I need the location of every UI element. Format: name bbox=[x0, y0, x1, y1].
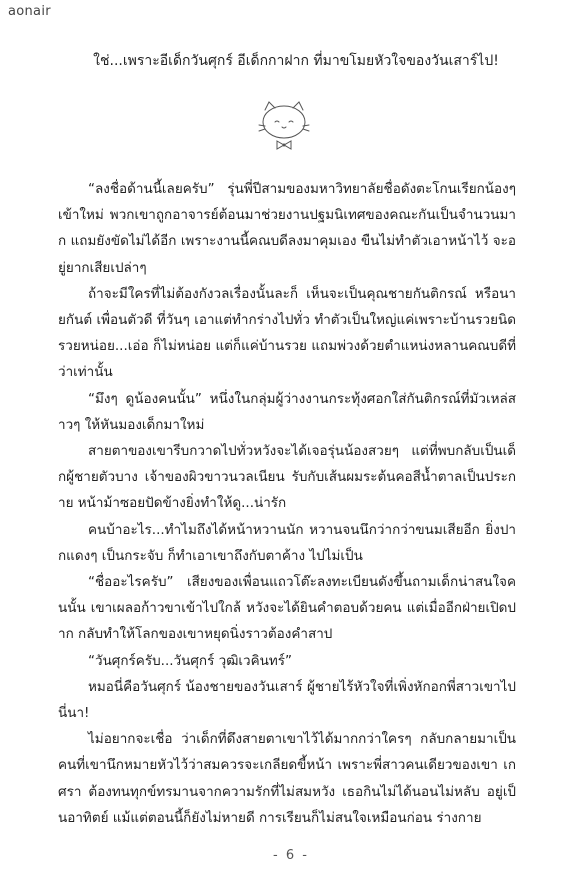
paragraph: ไม่อยากจะเชื่อ ว่าเด็กที่ดึงสายตาเขาไว้ได้มากกว่าใครๆ กลับกลายมาเป็นคนที่เขานึกหมายหัวไว้ว่าสมควรจะเกลียดขี้หน้า เพราะพี่สาวคนเดียวของเขา เกศรา ต้องทนทุกข์ทรมานจากความรักที่ไม่สมหวัง เธอกินไม่ได้นอนไม่หลับ อยู่เป็นอาทิตย์ แม้แต่ตอนนี้ก็ยังไม่หายดี การเรียนก็ไม่สนใจเหมือนก่อน ร่างกาย bbox=[58, 731, 516, 826]
cat-face-ornament bbox=[256, 100, 312, 150]
paragraph: สายตาของเขารีบกวาดไปทั่วหวังจะได้เจอรุ่นน้องสวยๆ แต่ที่พบกลับเป็นเด็กผู้ชายตัวบาง เจ้าของผิวขาวนวลเนียน รับกับเส้นผมระต้นคอสีน้ำตาลเป็นประกาย หน้าม้าซอยปัดข้างยิ่งทำให้ดู...น่ารัก bbox=[58, 443, 516, 512]
paragraph: “มึงๆ ดูน้องคนนั้น” หนึ่งในกลุ่มผู้ว่างงานกระทุ้งศอกใส่กันติกรณ์ที่มัวเหล่สาวๆ ให้หันมองเด็กมาใหม่ bbox=[58, 390, 516, 433]
paragraph: “ลงชื่อด้านนี้เลยครับ” รุ่นพี่ปีสามของมหาวิทยาลัยชื่อดังตะโกนเรียกน้องๆ เข้าใหม่ พวกเขาถูกอาจารย์ต้อนมาช่วยงานปฐมนิเทศของคณะกันเป็นจำนวนมาก แถมยังขัดไม่ได้อีก เพราะงานนี้คณบดีลงมาคุมเอง ขืนไม่ทำตัวเอาหน้าไว้ จะอยู่ยากเสียเปล่าๆ bbox=[58, 181, 516, 276]
page-number: - 6 - bbox=[273, 848, 309, 863]
story-body bbox=[58, 176, 516, 831]
paragraph: ถ้าจะมีใครที่ไม่ต้องกังวลเรื่องนั้นละก็ เห็นจะเป็นคุณชายกันติกรณ์ หรือนายกันต์ เพื่อนตัวดี ที่วันๆ เอาแต่ทำกร่างไปทั่ว ทำตัวเป็นใหญ่แค่เพราะบ้านรวยนิดรวยหน่อย...เอ่อ ก็ไม่หน่อย แต่ก็แค่บ้านรวย แถมพ่วงด้วยตำแหน่งหลานคณบดีที่ว่าเท่านั้น bbox=[58, 285, 516, 381]
paragraph: “วันศุกร์ครับ...วันศุกร์ วุฒิเวคินทร์” bbox=[88, 652, 292, 669]
paragraph: คนบ้าอะไร...ทำไมถึงได้หน้าหวานนัก หวานจนนึกว่ากว่าขนมเสียอีก ยิ่งปากแดงๆ เป็นกระจับ ก็ทำเอาเขาถึงกับตาค้าง ไปไม่เป็น bbox=[58, 521, 516, 564]
paragraph: “ชื่ออะไรครับ” เสียงของเพื่อนแถวโต๊ะลงทะเบียนดังขึ้นถามเด็กน่าสนใจคนนั้น เขาเผลอก้าวขาเข้าไปใกล้ หวังจะได้ยินคำตอบด้วยคน แต่เมื่ออีกฝ่ายเปิดปาก กลับทำให้โลกของเขาหยุดนิ่งราวต้องคำสาป bbox=[58, 574, 516, 643]
brand-logo: aonair bbox=[8, 4, 51, 19]
paragraph: หมอนี่คือวันศุกร์ น้องชายของวันเสาร์ ผู้ชายไร้หัวใจที่เพิ่งหักอกพี่สาวเขาไปนี่นา! bbox=[58, 678, 516, 722]
intro-line: ใช่...เพราะอีเด็กวันศุกร์ อีเด็กกาฝาก ที่มาขโมยหัวใจของวันเสาร์ไป! bbox=[93, 53, 499, 69]
